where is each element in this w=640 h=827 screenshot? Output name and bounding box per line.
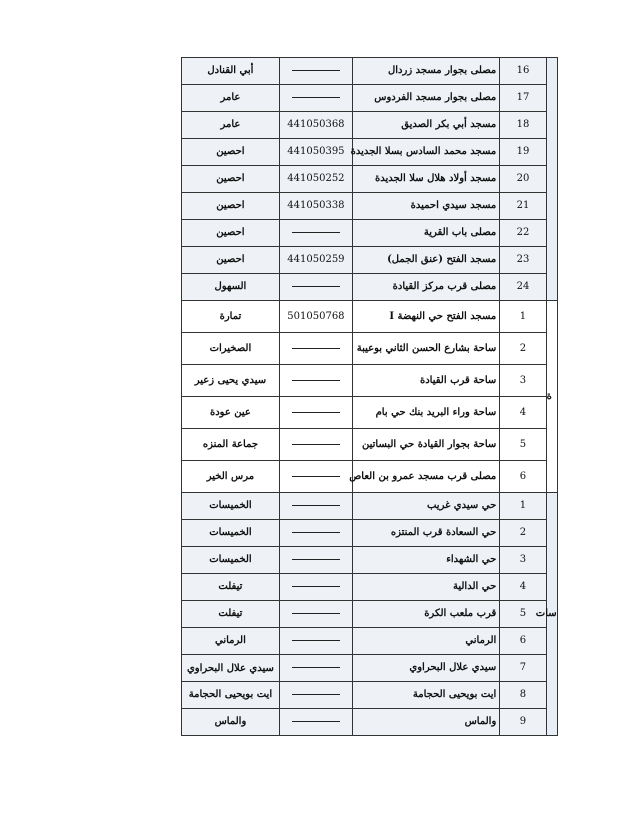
name-cell: مصلى بجوار مسجد الفردوس bbox=[352, 85, 499, 112]
area-cell: الخميسات bbox=[182, 493, 280, 520]
code-cell bbox=[279, 655, 352, 682]
code-cell bbox=[279, 520, 352, 547]
table-row bbox=[182, 139, 558, 166]
table-row bbox=[182, 574, 558, 601]
name-cell: قرب ملعب الكرة bbox=[352, 601, 499, 628]
area-cell: تمارة bbox=[182, 301, 280, 333]
area-cell: السهول bbox=[182, 274, 280, 301]
table-row bbox=[182, 547, 558, 574]
group-label-cell bbox=[546, 58, 557, 301]
mosque-table bbox=[181, 57, 558, 736]
number-cell: 2 bbox=[500, 333, 546, 365]
code-cell bbox=[279, 220, 352, 247]
empty-dash bbox=[292, 667, 340, 668]
code-cell bbox=[279, 333, 352, 365]
number-cell: 3 bbox=[500, 365, 546, 397]
empty-dash bbox=[292, 586, 340, 587]
empty-dash bbox=[292, 721, 340, 722]
name-cell: مسجد الفتح (عنق الجمل) bbox=[352, 247, 499, 274]
empty-dash bbox=[292, 476, 340, 477]
empty-dash bbox=[292, 348, 340, 349]
table-row bbox=[182, 520, 558, 547]
table-row bbox=[182, 220, 558, 247]
area-cell: عامر bbox=[182, 85, 280, 112]
area-cell: تيفلت bbox=[182, 601, 280, 628]
area-cell: سيدي يحيى زعير bbox=[182, 365, 280, 397]
name-cell: مسجد الفتح حي النهضة I bbox=[352, 301, 499, 333]
group-label-cell bbox=[535, 493, 557, 736]
table-row bbox=[182, 601, 558, 628]
table-body bbox=[182, 58, 558, 736]
code-cell bbox=[279, 601, 352, 628]
empty-dash bbox=[292, 380, 340, 381]
name-cell: ايت بويحيى الحجامة bbox=[352, 682, 499, 709]
area-cell: الخميسات bbox=[182, 547, 280, 574]
table-row bbox=[182, 655, 558, 682]
empty-dash bbox=[292, 532, 340, 533]
area-cell: الصخيرات bbox=[182, 333, 280, 365]
number-cell: 20 bbox=[500, 166, 546, 193]
code-cell bbox=[279, 682, 352, 709]
name-cell: مصلى بجوار مسجد زردال bbox=[352, 58, 499, 85]
number-cell: 1 bbox=[500, 493, 546, 520]
area-cell: ايت بويحيى الحجامة bbox=[182, 682, 280, 709]
table-row bbox=[182, 274, 558, 301]
number-cell: 17 bbox=[500, 85, 546, 112]
number-cell: 5 bbox=[500, 429, 546, 461]
table-row bbox=[182, 166, 558, 193]
area-cell: الخميسات bbox=[182, 520, 280, 547]
area-cell: احصين bbox=[182, 139, 280, 166]
code-cell: 441050395 bbox=[279, 139, 352, 166]
empty-dash bbox=[292, 97, 340, 98]
number-cell: 5 bbox=[500, 601, 546, 628]
number-cell: 1 bbox=[500, 301, 546, 333]
number-cell: 23 bbox=[500, 247, 546, 274]
code-cell bbox=[279, 274, 352, 301]
code-cell bbox=[279, 574, 352, 601]
code-cell bbox=[279, 547, 352, 574]
number-cell: 4 bbox=[500, 397, 546, 429]
name-cell: حي سيدي غريب bbox=[352, 493, 499, 520]
number-cell: 6 bbox=[500, 628, 546, 655]
empty-dash bbox=[292, 412, 340, 413]
number-cell: 16 bbox=[500, 58, 546, 85]
name-cell: حي الدالية bbox=[352, 574, 499, 601]
number-cell: 22 bbox=[500, 220, 546, 247]
area-cell: تيفلت bbox=[182, 574, 280, 601]
table-row bbox=[182, 709, 558, 736]
area-cell: احصين bbox=[182, 220, 280, 247]
code-cell bbox=[279, 628, 352, 655]
empty-dash bbox=[292, 286, 340, 287]
empty-dash bbox=[292, 444, 340, 445]
code-cell bbox=[279, 429, 352, 461]
number-cell: 7 bbox=[500, 655, 546, 682]
name-cell: حي الشهداء bbox=[352, 547, 499, 574]
table-row bbox=[182, 365, 558, 397]
code-cell: 441050338 bbox=[279, 193, 352, 220]
name-cell: مصلى باب القرية bbox=[352, 220, 499, 247]
table-row bbox=[182, 429, 558, 461]
name-cell: ساحة قرب القيادة bbox=[352, 365, 499, 397]
code-cell: 441050259 bbox=[279, 247, 352, 274]
area-cell: أبي القنادل bbox=[182, 58, 280, 85]
group-label-cell bbox=[546, 301, 557, 493]
name-cell: مصلى قرب مسجد عمرو بن العاص bbox=[352, 461, 499, 493]
number-cell: 24 bbox=[500, 274, 546, 301]
name-cell: ساحة بجوار القيادة حي البساتين bbox=[352, 429, 499, 461]
area-cell: احصين bbox=[182, 247, 280, 274]
name-cell: مسجد محمد السادس بسلا الجديدة bbox=[352, 139, 499, 166]
number-cell: 3 bbox=[500, 547, 546, 574]
empty-dash bbox=[292, 613, 340, 614]
code-cell bbox=[279, 397, 352, 429]
table-row bbox=[182, 682, 558, 709]
area-cell: والماس bbox=[182, 709, 280, 736]
area-cell: مرس الخير bbox=[182, 461, 280, 493]
table-row bbox=[182, 493, 558, 520]
table-row bbox=[182, 628, 558, 655]
empty-dash bbox=[292, 559, 340, 560]
name-cell: مصلى قرب مركز القيادة bbox=[352, 274, 499, 301]
name-cell: مسجد أبي بكر الصديق bbox=[352, 112, 499, 139]
name-cell: حي السعادة قرب المنتزه bbox=[352, 520, 499, 547]
number-cell: 9 bbox=[500, 709, 546, 736]
area-cell: الرماني bbox=[182, 628, 280, 655]
area-cell: سيدي علال البحراوي bbox=[182, 655, 280, 682]
number-cell: 6 bbox=[500, 461, 546, 493]
name-cell: سيدي علال البحراوي bbox=[352, 655, 499, 682]
number-cell: 4 bbox=[500, 574, 546, 601]
number-cell: 18 bbox=[500, 112, 546, 139]
code-cell: 441050368 bbox=[279, 112, 352, 139]
name-cell: ساحة وراء البريد بنك حي بام bbox=[352, 397, 499, 429]
table-row bbox=[182, 85, 558, 112]
name-cell: والماس bbox=[352, 709, 499, 736]
empty-dash bbox=[292, 505, 340, 506]
number-cell: 19 bbox=[500, 139, 546, 166]
table-row bbox=[182, 58, 558, 85]
number-cell: 8 bbox=[500, 682, 546, 709]
table-row bbox=[182, 461, 558, 493]
empty-dash bbox=[292, 694, 340, 695]
table-row bbox=[182, 193, 558, 220]
table-row bbox=[182, 247, 558, 274]
table-row bbox=[182, 112, 558, 139]
area-cell: احصين bbox=[182, 193, 280, 220]
number-cell: 2 bbox=[500, 520, 546, 547]
code-cell bbox=[279, 58, 352, 85]
code-cell bbox=[279, 461, 352, 493]
empty-dash bbox=[292, 640, 340, 641]
group-label: ة bbox=[546, 390, 552, 402]
table-row bbox=[182, 397, 558, 429]
code-cell bbox=[279, 709, 352, 736]
empty-dash bbox=[292, 232, 340, 233]
table-row bbox=[182, 333, 558, 365]
area-cell: جماعة المنزه bbox=[182, 429, 280, 461]
name-cell: مسجد سيدي احميدة bbox=[352, 193, 499, 220]
name-cell: ساحة بشارع الحسن الثاني بوعيبة bbox=[352, 333, 499, 365]
name-cell: مسجد أولاد هلال سلا الجديدة bbox=[352, 166, 499, 193]
table-row bbox=[182, 301, 558, 333]
code-cell bbox=[279, 85, 352, 112]
code-cell bbox=[279, 365, 352, 397]
name-cell: الرماني bbox=[352, 628, 499, 655]
group-label: سات bbox=[535, 608, 557, 619]
code-cell: 441050252 bbox=[279, 166, 352, 193]
number-cell: 21 bbox=[500, 193, 546, 220]
area-cell: عين عودة bbox=[182, 397, 280, 429]
area-cell: عامر bbox=[182, 112, 280, 139]
code-cell bbox=[279, 493, 352, 520]
code-cell: 501050768 bbox=[279, 301, 352, 333]
empty-dash bbox=[292, 70, 340, 71]
area-cell: احصين bbox=[182, 166, 280, 193]
